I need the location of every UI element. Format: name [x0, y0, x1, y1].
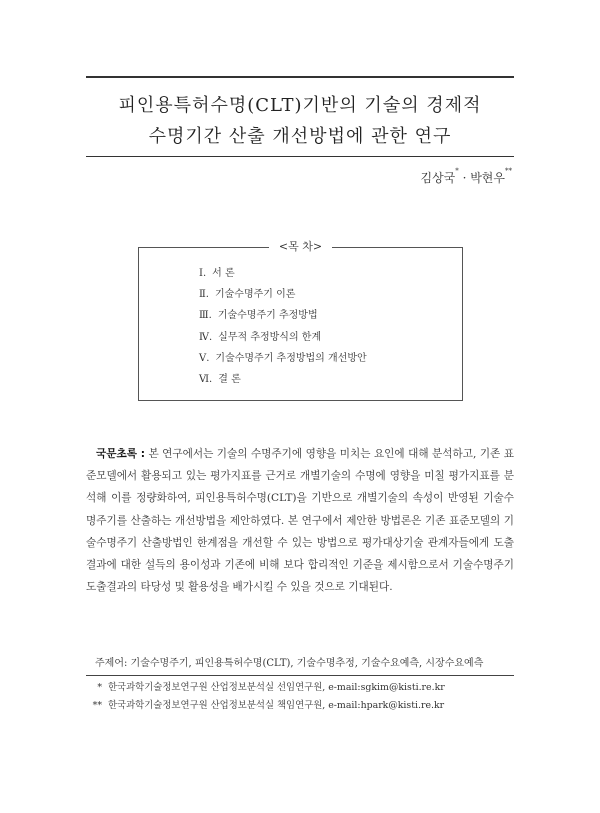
toc-item-number: Ⅴ.: [199, 352, 210, 364]
abstract-label: 국문초록 :: [96, 448, 145, 460]
toc-item-number: Ⅰ.: [199, 268, 207, 279]
toc-item-label: 서 론: [212, 268, 235, 279]
toc-item-label: 기술수명주기 추정방법: [217, 310, 318, 322]
author-line: [420, 169, 512, 186]
author-2-mark: **: [505, 167, 512, 175]
footnote-rule: [86, 675, 514, 676]
toc-item-label: 결 론: [218, 373, 241, 385]
toc-list: [199, 267, 367, 394]
toc-item-label: 실무적 추정방식의 한계: [218, 331, 322, 343]
author-1-mark: *: [455, 167, 459, 175]
abstract-text: 본 연구에서는 기술의 수명주기에 영향을 미치는 요인에 대해 분석하고, 기존 표준모델에서 활용되고 있는 평가지표를 근거로 개별기술의 수명에 영향을 미칠 평가지표를 분석해 이를 정량화하여, 피인용특허수명(CLT)을 기반으로 개별기술의 속성이 반영된 기술수명주기를 산출하는 개선방법을 제안하였다. 본 연구에서 제안한 방법론은 기존 표준모델의 기술수명주기 산출방법인 한계점을 개선할 수 있는 방법으로 평가대상기술 관계자들에게 도출결과에 대한 설득의 용이성과 기존에 비해 보다 합리적인 기준을 제시함으로서 기술수명주기 도출결과의 타당성 및 활용성을 배가시킬 수 있을 것으로 기대된다.: [86, 448, 514, 594]
toc-heading: <목 차>: [139, 238, 462, 254]
title-top-rule: [86, 76, 514, 78]
title-bottom-rule: [86, 156, 514, 157]
toc-item: [199, 267, 367, 288]
author-2: 박현우: [470, 171, 505, 185]
footnote-mark: *: [97, 682, 102, 693]
toc-item-label: 기술수명주기 추정방법의 개선방안: [215, 352, 367, 364]
footnote: [86, 679, 445, 693]
toc-item-label: 기술수명주기 이론: [214, 289, 296, 301]
toc-item: [199, 373, 367, 394]
toc-item: [199, 309, 367, 330]
author-separator: ·: [458, 171, 471, 185]
keywords: 주제어: 기술수명주기, 피인용특허수명(CLT), 기술수명추정, 기술수요예측, 시장수요예측: [95, 658, 484, 669]
paper-title-line-2: 수명기간 산출 개선방법에 관한 연구: [148, 126, 452, 147]
toc-item: [199, 331, 367, 352]
abstract: [86, 443, 514, 598]
toc-item: [199, 352, 367, 373]
toc-item-number: Ⅲ.: [199, 310, 212, 322]
footnote-text: 한국과학기술정보연구원 산업정보분석실 책임연구원, e-mail:hpark@kisti.re.kr: [108, 700, 445, 711]
paper-title-line-1: 피인용특허수명(CLT)기반의 기술의 경제적: [118, 95, 482, 116]
toc-item-number: Ⅱ.: [199, 289, 209, 301]
footnote-mark: **: [92, 700, 102, 711]
toc-item: [199, 288, 367, 309]
toc-item-number: Ⅳ.: [199, 331, 213, 343]
footnote: [86, 697, 444, 711]
author-1: 김상국: [420, 171, 456, 185]
toc-item-number: Ⅵ.: [199, 373, 213, 385]
footnote-text: 한국과학기술정보연구원 산업정보분석실 선임연구원, e-mail:sgkim@kisti.re.kr: [108, 682, 445, 693]
table-of-contents: [138, 240, 463, 401]
